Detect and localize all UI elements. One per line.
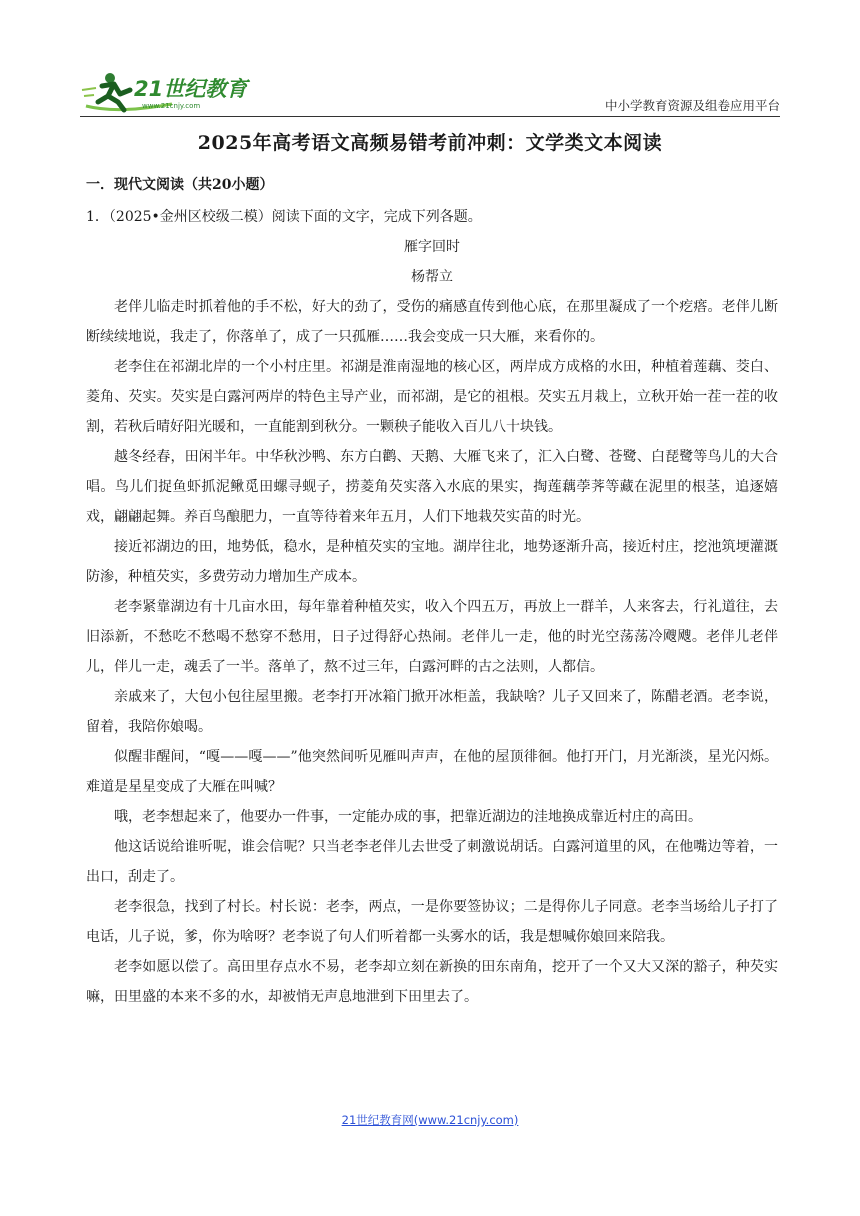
paragraph: 老李很急，找到了村长。村长说：老李，两点，一是你要签协议；二是得你儿子同意。老李当场给儿子打了电话，儿子说，爹，你为啥呀？老李说了句人们听着都一头雾水的话，我是想喊你娘回来陪我。 <box>86 899 778 945</box>
story-author: 杨帮立 <box>411 269 453 285</box>
header-divider <box>80 116 780 117</box>
paragraph: 老李紧靠湖边有十几亩水田，每年靠着种植芡实，收入个四五万，再放上一群羊，人来客去，行礼道往，去旧添新，不愁吃不愁喝不愁穿不愁用，日子过得舒心热闹。老伴儿一走，他的时光空荡荡冷飕飕。老伴儿老伴儿，伴儿一走，魂丢了一半。落单了，熬不过三年，白露河畔的古之法则，人都信。 <box>86 599 778 675</box>
paragraph: 接近祁湖边的田，地势低，稳水，是种植芡实的宝地。湖岸往北，地势逐渐升高，接近村庄，挖池筑埂灌溉防渗，种植芡实，多费劳动力增加生产成本。 <box>86 539 778 585</box>
page-footer <box>0 1112 860 1128</box>
paragraph: 他这话说给谁听呢，谁会信呢？只当老李老伴儿去世受了刺激说胡话。白露河道里的风，在他嘴边等着，一出口，刮走了。 <box>86 839 778 885</box>
paragraph: 似醒非醒间，“嘎——嘎——”他突然间听见雁叫声声，在他的屋顶徘徊。他打开门，月光渐淡，星光闪烁。难道是星星变成了大雁在叫喊？ <box>86 749 778 795</box>
paragraph: 哦，老李想起来了，他要办一件事，一定能办成的事，把靠近湖边的洼地换成靠近村庄的高田。 <box>114 809 702 825</box>
page-header <box>80 66 780 116</box>
logo-21cnjy <box>80 66 260 114</box>
footer-link[interactable]: 21世纪教育网(www.21cnjy.com) <box>341 1113 519 1127</box>
svg-text:www.21cnjy.com: www.21cnjy.com <box>142 102 201 110</box>
paragraph: 老李住在祁湖北岸的一个小村庄里。祁湖是淮南湿地的核心区，两岸成方成格的水田，种植着莲藕、茭白、菱角、芡实。芡实是白露河两岸的特色主导产业，而祁湖，是它的祖根。芡实五月栽上，立秋开始一茬一茬的收割，若秋后晴好阳光暖和，一直能割到秋分。一颗秧子能收入百儿八十块钱。 <box>86 359 778 435</box>
paragraph: 老伴儿临走时抓着他的手不松，好大的劲了，受伤的痛感直传到他心底，在那里凝成了一个疙瘩。老伴儿断断续续地说，我走了，你落单了，成了一只孤雁……我会变成一只大雁，来看你的。 <box>86 299 778 345</box>
svg-text:21世纪教育: 21世纪教育 <box>134 77 248 101</box>
page-title: 2025年高考语文高频易错考前冲刺：文学类文本阅读 <box>197 132 663 154</box>
platform-name: 中小学教育资源及组卷应用平台 <box>604 98 780 113</box>
paragraph: 老李如愿以偿了。高田里存点水不易，老李却立刻在新换的田东南角，挖开了一个又大又深的豁子，种芡实嘛，田里盛的本来不多的水，却被悄无声息地泄到下田里去了。 <box>86 959 778 1005</box>
section-heading: 一．现代文阅读（共20小题） <box>86 177 274 193</box>
story-title: 雁字回时 <box>404 239 460 255</box>
document-body <box>86 170 778 1012</box>
paragraph: 越冬经春，田闲半年。中华秋沙鸭、东方白鹳、天鹅、大雁飞来了，汇入白鹭、苍鹭、白琵鹭等鸟儿的大合唱。鸟儿们捉鱼虾抓泥鳅觅田螺寻蚬子，捞菱角芡实落入水底的果实，掏莲藕荸荠等藏在泥里的根茎，追逐嬉戏，翩翩起舞。养百鸟酿肥力，一直等待着来年五月，人们下地栽芡实苗的时光。 <box>86 449 778 525</box>
question-prompt: 1．（2025•金州区校级二模）阅读下面的文字，完成下列各题。 <box>86 209 482 225</box>
paragraph: 亲戚来了，大包小包往屋里搬。老李打开冰箱门掀开冰柜盖，我缺啥？儿子又回来了，陈醋老酒。老李说，留着，我陪你娘喝。 <box>86 689 778 735</box>
